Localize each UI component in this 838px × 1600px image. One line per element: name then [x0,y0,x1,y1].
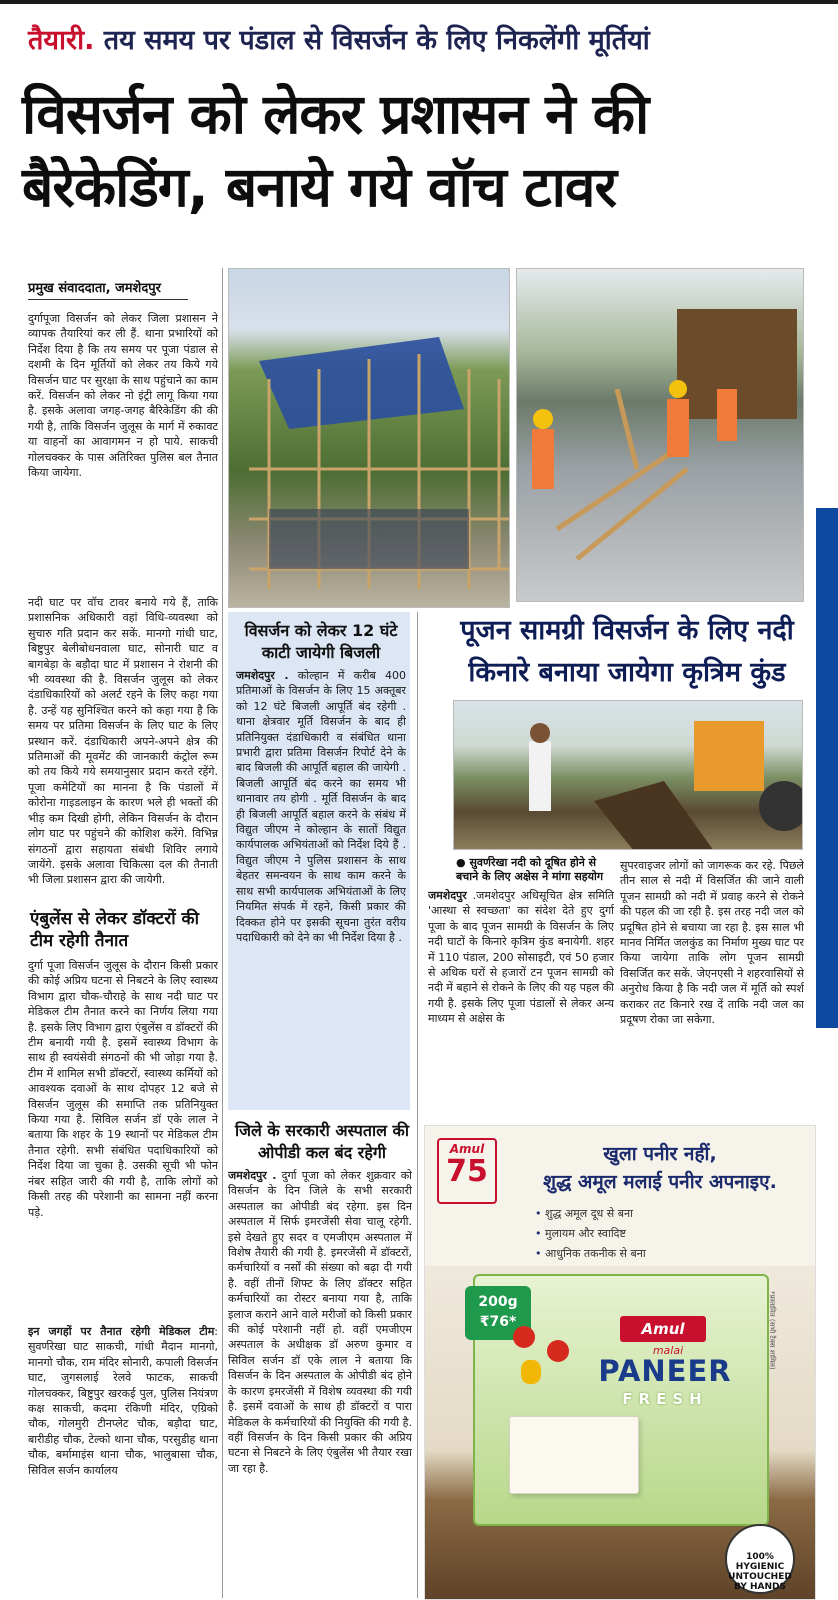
main-story-paragraph-1: दुर्गापूजा विसर्जन को लेकर जिला प्रशासन ने व्यापक तैयारियां कर ली हैं. थाना प्रभारियों को निर्देश दिया है कि तय समय पर पूजा पंडाल से दशमी के दिन मूर्तियों को लेकर तय किये गये विसर्जन घाट पर सुरक्षा के साथ पहुंचाने का काम करें. विसर्जन को लेकर नो इंट्री लागू किया गया है. इसके अलावा जगह-जगह बैरिकेडिंग की की गयी है, ताकि विसर्जन जुलूस के मार्ग में रुकावट या वाहनों का आवागमन न हो पाये. साकची गोलचक्कर के पास अतिरिक्त पुलिस बल तैनात किया जायेगा. [28,312,218,480]
column-divider [222,268,223,1598]
opd-text: दुर्गा पूजा को लेकर शुक्रवार को विसर्जन के दिन जिले के सभी सरकारी अस्पताल का ओपीडी बंद रहेगा. इस दिन अस्पताल में सिर्फ इमरजेंसी सेवा चालू रहेगी. इसे देखते हुए सदर व एमजीएम अस्पताल में विशेष तैयारी की गयी है. इमरजेंसी में डॉक्टरों, कर्मचारियों व नर्सों की संख्या को बढ़ा दी गयी है. वहीं तीनों शिफ्ट के लिए डॉक्टर सहित कर्मचारियों का रोस्टर बनाया गया है, ताकि इलाज कराने आने वाले मरीजों को किसी प्रकार की कोई परेशानी नहीं हो. वहीं एमजीएम अस्पताल के अधीक्षक डॉ अरुण कुमार व सिविल सर्जन डॉ एके लाल ने बताया कि विसर्जन के दिन अस्पताल के ओपीडी बंद होने के कारण इमरजेंसी में विशेष व्यवस्था की गयी है. इसमें दवाओं के साथ ही डॉक्टरों व पारा मेडिकल के कर्मचारियों की नियुक्ति की गयी है. वहीं विसर्जन के दिन किसी प्रकार की अप्रिय घटना से निबटने के लिए एंबुलेंस भी तैयार रखा जा रहा है. [228,1169,412,1475]
kund-story-right [620,858,804,1112]
bullet-icon: ● [456,856,470,869]
pack-sub: malai [652,1344,684,1357]
electricity-story [236,668,406,1103]
kicker-text: तय समय पर पंडाल से विसर्जन के लिए निकलेंगी मूर्तियां [103,25,650,56]
headline: विसर्जन को लेकर प्रशासन ने की बैरेकेडिंग, बनाये गये वॉच टावर [22,82,649,219]
pepper-icon [521,1360,541,1384]
paneer-cubes [509,1416,639,1494]
opd-story [228,1168,412,1598]
kund-story-left [428,888,614,1112]
barricading-illustration [517,269,804,602]
kicker-label: तैयारी. [28,25,95,56]
ambulance-heading: एंबुलेंस से लेकर डॉक्टरों की टीम रहेगी तैनात [30,909,199,951]
amul-75-logo [437,1138,497,1204]
pack-brand: Amul [620,1316,706,1342]
kund-text-right: सुपरवाइजर लोगों को जागरूक कर रहे. पिछले तीन साल से नदी में विसर्जित की जाने वाली पूजन सामग्री को नदी में प्रवाह करने से रोकने की पहल की जा रही है. इस तरह नदी जल को प्रदूषित होने से बचाया जा रहा है. इस साल भी मानव निर्मित जलकुंड का निर्माण मुख्य घाट पर किया जायेगा ताकि लोग पूजन सामग्री विसर्जित कर सकें. जेएनएसी ने शहरवासियों से अनुरोध किया है कि नदी जल में मूर्ति को स्पर्श कराकर तट किनारे रख दें ताकि नदी जल का प्रदूषण रोका जा सकेगा. [620,859,804,1027]
opd-dateline: जमशेदपुर . [228,1169,277,1182]
excavator-illustration [454,701,803,850]
barricading-workers-photo [516,268,804,602]
amul-logo-brand: Amul [449,1142,485,1156]
kicker [28,20,828,57]
ad-title-line2: शुद्ध अमूल मलाई पनीर अपनाइए. [543,1171,777,1193]
pack-weight: 200g [478,1294,518,1310]
kund-heading: पूजन सामग्री विसर्जन के लिए नदी किनारे बनाया जायेगा कृत्रिम कुंड [460,615,794,688]
medical-locations [28,1324,218,1594]
top-rule [0,0,838,4]
pack-price: ₹76* [479,1314,517,1330]
pack-fresh: FRESH [622,1390,708,1408]
kund-text-left: .जमशेदपुर अधिसूचित क्षेत्र समिति 'आस्था से स्वच्छता' का संदेश देते हुए दुर्गा पूजा के बाद पूजन सामग्री के विसर्जन के लिए नदी घाटों के किनारे कृत्रिम कुंड बनायेगी. शहर में 110 पंडाल, 200 सोसाइटी, एवं 50 हजार से अधिक घरों से हजारों टन पूजन सामग्री को नदी में बहाने से रोकने के लिए की यह पहल की गयी है. इसके लिए पूजा पंडालों से लेकर अन्य माध्यम से अक्षेस के [428,889,614,1026]
ambulance-paragraph: दुर्गा पूजा विसर्जन जुलूस के दौरान किसी प्रकार की कोई अप्रिय घटना से निबटने के लिए स्वास्थ्य विभाग द्वारा चौक-चौराहे के साथ नदी घाट पर मेडिकल टीम तैनात करने का निर्णय लिया गया है. इसके लिए विभाग द्वारा एंबुलेंस व डॉक्टरों की टीम बनायी गयी है. इसमें स्वास्थ्य विभाग के साथ ही स्वयंसेवी संगठनों की भी जोड़ा गया है. टीम में शामिल सभी डॉक्टरों, स्वास्थ्य कर्मियों को आवश्यक दवाओं के साथ दोपहर 12 बजे से विसर्जन जुलूस की समाप्ति तक प्रतिनियुक्त किया गया है. सिविल सर्जन डॉ एके लाल ने बताया कि शहर के 19 स्थानों पर मेडिकल टीम तैनात रहेगी. सभी संबंधित पदाधिकारियों को निर्देश दिया जा चुका है. उसकी सूची भी फोन नंबर सहित जारी की गयी है, ताकि लोगों को किसी तरह की परेशानी का सामना नहीं करना पड़े. [28,959,218,1219]
locations-text: : सुवर्णरेखा घाट साकची, गांधी मैदान मानगो, मानगो चौक, राम मंदिर सोनारी, कपाली विसर्जन घाट, जुगसलाई रेलवे फाटक, साकची गोलचक्कर, बिष्टुपुर खरकई पुल, पुलिस नियंत्रण कक्ष साकची, कदमा रंकिणी मंदिर, एग्रिको चौक, गोलमुरी टीनप्लेट चौक, बड़ौदा घाट, बारीडीह चौक, टेल्को थाना चौक, परसुडीह थाना चौक, बर्मामाइंस थाना चौक, भालुबासा चौक, सिविल सर्जन कार्यालय [28,1325,218,1477]
page-edge-strip [816,508,838,1028]
locations-label: इन जगहों पर तैनात रहेगी मेडिकल टीम [28,1325,215,1338]
ad-title [515,1140,805,1196]
main-story-part2-container [28,595,218,907]
electricity-heading: विसर्जन को लेकर 12 घंटे काटी जायेगी बिजली [244,621,398,662]
ad-feature: • आधुनिक तकनीक से बना [535,1244,755,1264]
electricity-text: कोल्हान में करीब 400 प्रतिमाओं के विसर्जन के लिए 15 अक्तूबर को 12 घंटे बिजली आपूर्ति बंद रहेगी . थाना क्षेत्रवार मूर्ति विसर्जन के बाद ही प्रतिनियुक्त दंडाधिकारी व संबंधित थाना प्रभारी द्वारा प्रतिमा विसर्जन रिपोर्ट देने के बाद बिजली की आपूर्ति बहाल की जायेगी . बिजली आपूर्ति बंद करने का समय भी थानावार तय होगी . मूर्ति विसर्जन के बाद ही बिजली आपूर्ति बहाल करने के संबंध में विद्युत जीएम ने कोल्हान के सातों विद्युत कार्यपालक अभियंताओं को निर्देश दिये हैं . विद्युत जीएम ने पुलिस प्रशासन के साथ बेहतर समन्वयन के साथ काम करने के साथ सभी कार्यपालक अभियंताओं के लिए नियमित संपर्क में रहने, किसी प्रकार की दिक्कत होने पर इसकी सूचना तुरंत वरीय पदाधिकारी को देने का भी निर्देश दिया है . [236,669,406,944]
ambulance-story [28,958,218,1324]
opd-heading: जिले के सरकारी अस्पताल की ओपीडी कल बंद रहेगी [235,1121,409,1162]
ad-feature-list [535,1204,755,1264]
amul-advertisement [424,1125,816,1600]
ad-feature: • मुलायम और स्वादिष्ट [535,1224,755,1244]
ad-title-line1: खुला पनीर नहीं, [603,1143,717,1165]
amul-anniversary: 75 [446,1154,488,1189]
pack-name: PANEER [598,1354,732,1388]
main-story-paragraph-2: नदी घाट पर वॉच टावर बनाये गये हैं, ताकि प्रशासनिक अधिकारी वहां विधि-व्यवस्था को सुचारु गति प्रदान कर सकें. मानगो गांधी घाट, बिष्टुपुर बेलीबोधनवाला घाट, सोनारी घाट व बागबेड़ा के बड़ौदा घाट में प्रशासन ने रोशनी की भी व्यवस्था की है. विसर्जन जुलूस को लेकर दंडाधिकारियों को अलर्ट रहने के लिए कहा गया है. उन्हें यह सुनिश्चित करने को कहा गया है कि समय पर प्रतिमा विसर्जन के लिए घाट के लिए प्रस्थान करें. दंडाधिकारी अपने-अपने क्षेत्र की प्रतिमाओं की मूवमेंट की जानकारी कंट्रोल रूम को तय किये गये समयानुसार प्रदान करते रहेंगे. पूजा कमेटियों का मानना है कि पंडालों में कोरोना गाइडलाइन के कारण भले ही भक्तों की भीड़ कम दिखी होगी, लेकिन विसर्जन के दौरान लोग घाट पर पहुंचने की कोशिश करेंगे. विभिन्न संगठनों द्वारा सहायता संबंधी शिविर लगाये जायेंगे. इसके अलावा चिकित्सा दल की तैनाती भी जिला प्रशासन द्वारा की जायेगी. [28,596,218,887]
column-divider [417,612,418,1598]
kund-construction-photo [453,700,803,850]
caption-text: सुवर्णरेखा नदी को दूषित होने से बचाने के लिए अक्षेस ने मांगा सहयोग [456,856,604,883]
watch-tower-photo [228,268,510,608]
tomato-icon [547,1340,569,1362]
watch-tower-illustration [229,269,510,608]
electricity-dateline: जमशेदपुर . [236,669,289,682]
ad-feature: • शुद्ध अमूल दूध से बना [535,1204,755,1224]
seal-text: 100% HYGIENIC UNTOUCHED BY HANDS [728,1552,792,1592]
ad-side-note: *प्रस्तावित (सभी टैक्स शामिल) [768,1291,776,1370]
byline: प्रमुख संवाददाता, जमशेदपुर [28,278,188,300]
kund-dateline: जमशेदपुर [428,889,467,902]
tomato-icon [513,1326,535,1348]
kund-photo-caption [456,856,611,884]
main-story-part1 [28,311,218,595]
hygienic-seal [725,1524,795,1594]
